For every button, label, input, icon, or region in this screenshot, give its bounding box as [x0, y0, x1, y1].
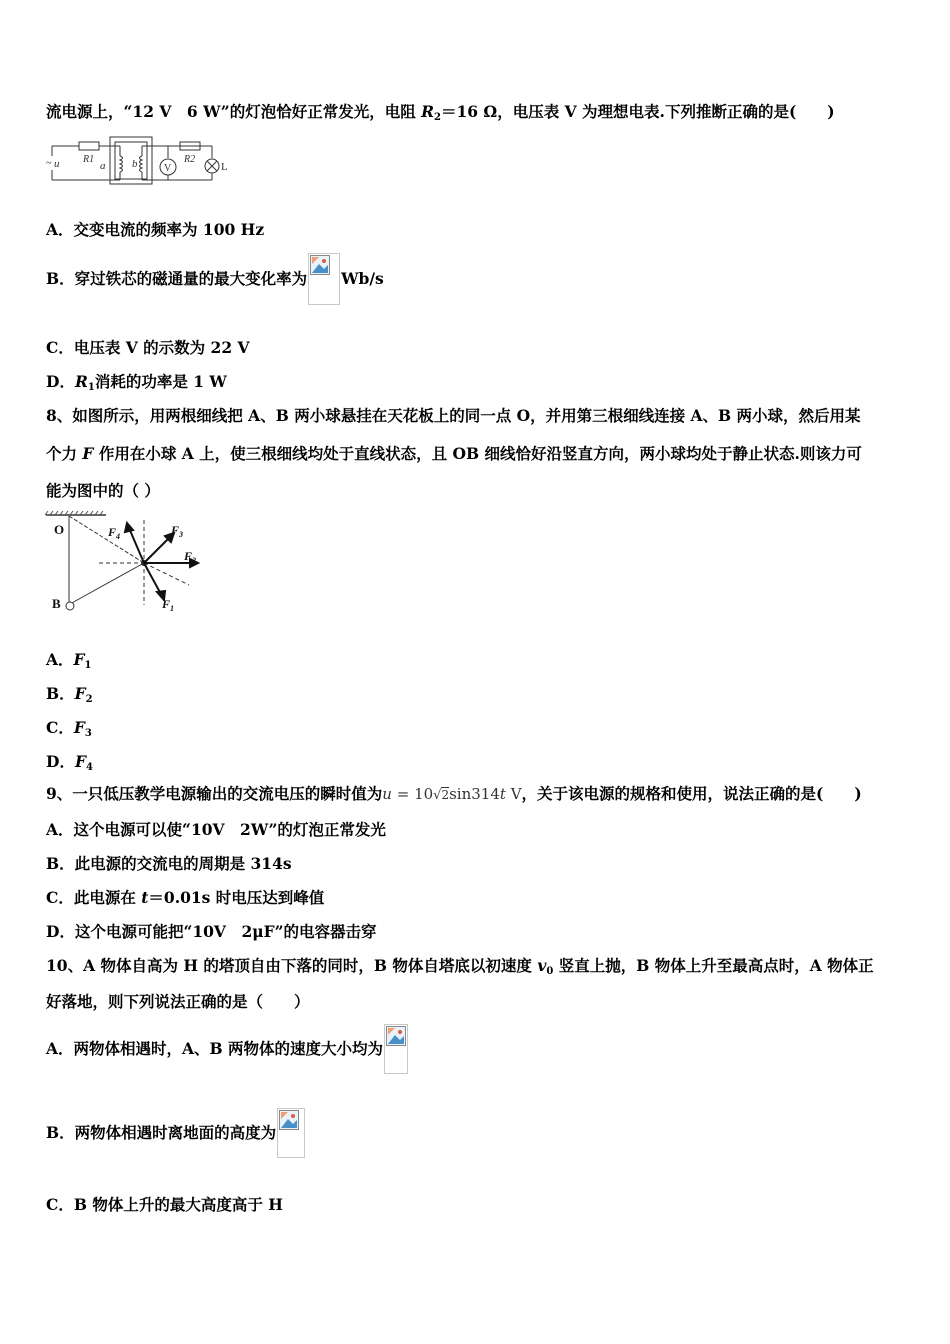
q8-option-a: A．$F_1$ [46, 650, 92, 671]
q10-stem-line1: 10、A 物体自高为 H 的塔顶自由下落的同时，B 物体自塔底以初速度 $v_0$ 竖直上抛，B 物体上升至最高点时，A 物体正 [46, 956, 874, 977]
q7-stem: 流电源上，“12 V 6 W”的灯泡恰好正常发光，电阻 $R_2=16$ Ω，电压表 V 为理想电表.下列推断正确的是( ) [46, 102, 835, 123]
svg-text:b: b [132, 158, 138, 170]
q7-option-d: D．$R_1$消耗的功率是 1 W [46, 372, 227, 393]
q9-formula: u = 10√2sin314t V [382, 785, 522, 803]
svg-text:a: a [100, 160, 106, 172]
q10-option-c: C．B 物体上升的最大高度高于 H [46, 1195, 283, 1214]
q7-option-c: C．电压表 V 的示数为 22 V [46, 338, 250, 357]
svg-text:R1: R1 [83, 154, 95, 165]
broken-image-icon [384, 1024, 408, 1074]
q9-option-a: A．这个电源可以使“10V 2W”的灯泡正常发光 [46, 820, 386, 839]
q8-option-c: C．$F_3$ [46, 718, 92, 739]
q10-option-a: A．两物体相遇时，A、B 两物体的速度大小均为 [46, 1022, 409, 1076]
svg-text:F1: $F_1$ [162, 597, 175, 613]
q9-option-c: C．此电源在 t＝0.01s 时电压达到峰值 [46, 888, 325, 907]
q8-option-d: D．$F_4$ [46, 752, 93, 773]
svg-text:F4: $F_4$ [108, 525, 121, 541]
q10-stem-line2: 好落地，则下列说法正确的是（ ） [46, 992, 310, 1011]
broken-image-icon [277, 1108, 305, 1158]
q9-stem: 9、一只低压教学电源输出的交流电压的瞬时值为u = 10√2sin314t V，关于该电源的规格和使用，说法正确的是( ) [46, 784, 862, 803]
svg-text:B: B [52, 596, 61, 611]
svg-text:V: V [164, 163, 172, 174]
q8-stem-line3: 能为图中的（ ） [46, 481, 160, 500]
transformer-circuit-diagram [44, 134, 244, 186]
q8-stem-line1: 8、如图所示，用两根细线把 A、B 两小球悬挂在天花板上的同一点 O，并用第三根细线连接 A、B 两小球，然后用某 [46, 406, 861, 425]
svg-text:u: u [54, 158, 60, 170]
broken-image-icon [308, 253, 340, 305]
svg-text:F3: $F_3$ [171, 523, 184, 539]
svg-text:R2: R2 [184, 154, 196, 165]
svg-text:O: O [54, 522, 65, 537]
force-diagram [44, 510, 214, 614]
svg-text:F2: $F_2$ [184, 549, 197, 565]
q9-option-d: D．这个电源可能把“10V 2μF”的电容器击穿 [46, 922, 377, 941]
q10-option-b: B．两物体相遇时离地面的高度为 [46, 1106, 306, 1160]
svg-text:~: ~ [46, 158, 52, 169]
q9-option-b: B．此电源的交流电的周期是 314s [46, 854, 292, 873]
svg-text:L: L [221, 161, 228, 173]
q8-option-b: B．$F_2$ [46, 684, 93, 705]
q7-option-b: B．穿过铁芯的磁通量的最大变化率为 Wb/s [46, 252, 384, 306]
q7-option-a: A．交变电流的频率为 100 Hz [46, 220, 265, 239]
q8-stem-line2: 个力 F 作用在小球 A 上，使三根细线均处于直线状态，且 OB 细线恰好沿竖直方向，两小球均处于静止状态.则该力可 [46, 444, 862, 463]
